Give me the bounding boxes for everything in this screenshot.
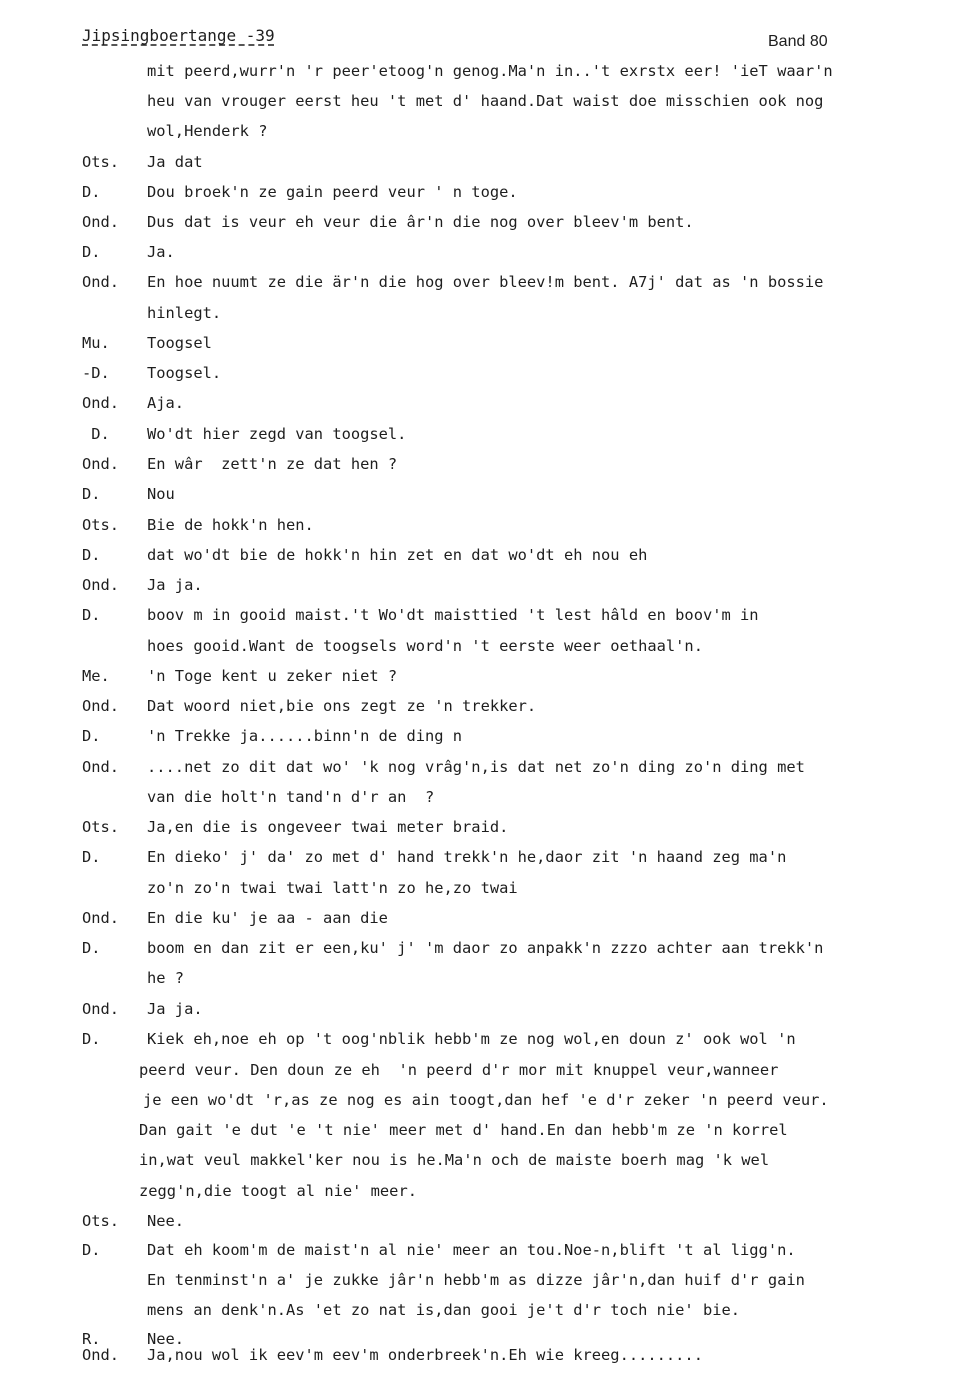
utterance-text: heu van vrouger eerst heu 't met d' haand.Dat waist doe misschien ook nog — [147, 92, 824, 110]
utterance-text: Ja ja. — [147, 1000, 203, 1018]
utterance-text: ....net zo dit dat wo' 'k nog vrâg'n,is dat net zo'n ding zo'n ding met — [147, 758, 805, 776]
transcript-line — [0, 1151, 973, 1181]
utterance-text: En dieko' j' da' zo met d' hand trekk'n he,daor zit 'n haand zeg ma'n — [147, 848, 787, 866]
transcript-line — [0, 485, 973, 515]
speaker-label: Ond. — [82, 1000, 120, 1018]
speaker-label: D. — [82, 727, 101, 745]
utterance-text: van die holt'n tand'n d'r an ? — [147, 788, 435, 806]
utterance-text: hinlegt. — [147, 304, 222, 322]
speaker-label: Ond. — [82, 697, 120, 715]
utterance-text: peerd veur. Den doun ze eh 'n peerd d'r mor mit knuppel veur,wanneer — [139, 1061, 779, 1079]
transcript-line — [0, 213, 973, 243]
transcript-line — [0, 788, 973, 818]
speaker-label: Ots. — [82, 516, 120, 534]
transcript-line — [0, 455, 973, 485]
utterance-text: Nee. — [147, 1212, 185, 1230]
speaker-label: D. — [82, 606, 101, 624]
utterance-text: En wâr zett'n ze dat hen ? — [147, 455, 398, 473]
transcript-line — [0, 1061, 973, 1091]
speaker-label: Ond. — [82, 909, 120, 927]
transcript-line — [0, 667, 973, 697]
transcript-line — [0, 546, 973, 576]
speaker-label: R. — [82, 1330, 101, 1348]
transcript-line — [0, 62, 973, 92]
speaker-label: Ond. — [82, 273, 120, 291]
utterance-text: zegg'n,die toogt al nie' meer. — [139, 1182, 417, 1200]
transcript-line — [0, 122, 973, 152]
speaker-label: D. — [82, 1030, 101, 1048]
transcript-line — [0, 425, 973, 455]
utterance-text: Ja ja. — [147, 576, 203, 594]
utterance-text: En tenminst'n a' je zukke jâr'n hebb'm as dizze jâr'n,dan huif d'r gain — [147, 1271, 805, 1289]
transcript-line — [0, 1000, 973, 1030]
speaker-label: D. — [82, 939, 101, 957]
transcript-line — [0, 848, 973, 878]
utterance-text: Nou — [147, 485, 175, 503]
utterance-text: Kiek eh,noe eh op 't oog'nblik hebb'm ze nog wol,en doun z' ook wol 'n — [147, 1030, 796, 1048]
utterance-text: Wo'dt hier zegd van toogsel. — [147, 425, 407, 443]
speaker-label: Ond. — [82, 213, 120, 231]
utterance-text: 'n Toge kent u zeker niet ? — [147, 667, 398, 685]
utterance-text: Toogsel — [147, 334, 212, 352]
utterance-text: dat wo'dt bie de hokk'n hin zet en dat wo'dt eh nou eh — [147, 546, 648, 564]
utterance-text: he ? — [147, 969, 185, 987]
transcript-line — [0, 1271, 973, 1301]
speaker-label: Ots. — [82, 818, 120, 836]
speaker-label: D. — [82, 546, 101, 564]
transcript-line — [0, 243, 973, 273]
utterance-text: Dus dat is veur eh veur die âr'n die nog over bleev'm bent. — [147, 213, 694, 231]
transcript-line — [0, 364, 973, 394]
speaker-label: Ond. — [82, 576, 120, 594]
transcript-line — [0, 1212, 973, 1242]
utterance-text: Ja,en die is ongeveer twai meter braid. — [147, 818, 509, 836]
utterance-text: Bie de hokk'n hen. — [147, 516, 314, 534]
speaker-label: D. — [82, 485, 101, 503]
utterance-text: mit peerd,wurr'n 'r peer'etoog'n genog.Ma'n in..'t exrstx eer! 'ieT waar'n — [147, 62, 833, 80]
transcript-line — [0, 304, 973, 334]
transcript-line — [0, 394, 973, 424]
utterance-text: Ja dat — [147, 153, 203, 171]
speaker-label: Ots. — [82, 1212, 120, 1230]
speaker-label: D. — [82, 1241, 101, 1259]
speaker-label: D. — [82, 183, 101, 201]
utterance-text: En hoe nuumt ze die är'n die hog over bleev!m bent. A7j' dat as 'n bossie — [147, 273, 824, 291]
transcript-line — [0, 1301, 973, 1331]
utterance-text: je een wo'dt 'r,as ze nog es ain toogt,dan hef 'e d'r zeker 'n peerd veur. — [143, 1091, 829, 1109]
transcript-line — [0, 1182, 973, 1212]
transcript-line — [0, 516, 973, 546]
transcript-line — [0, 939, 973, 969]
utterance-text: 'n Trekke ja......binn'n de ding n — [147, 727, 463, 745]
transcript-line — [0, 697, 973, 727]
utterance-text: Nee. — [147, 1330, 185, 1348]
speaker-label: D. — [82, 848, 101, 866]
utterance-text: Dan gait 'e dut 'e 't nie' meer met d' hand.En dan hebb'm ze 'n korrel — [139, 1121, 788, 1139]
band-number: Band 80 — [768, 33, 828, 50]
document-title: Jipsingboertange -39 — [82, 26, 275, 45]
speaker-label: D. — [82, 243, 101, 261]
utterance-text: boom en dan zit er een,ku' j' 'm daor zo anpakk'n zzzo achter aan trekk'n — [147, 939, 824, 957]
transcript-line — [0, 273, 973, 303]
utterance-text: Dat eh koom'm de maist'n al nie' meer an tou.Noe-n,blift 't al ligg'n. — [147, 1241, 796, 1259]
speaker-label: Mu. — [82, 334, 110, 352]
speaker-label: Me. — [82, 667, 110, 685]
utterance-text: Dat woord niet,bie ons zegt ze 'n trekker. — [147, 697, 537, 715]
speaker-label: Ond. — [82, 394, 120, 412]
utterance-text: Aja. — [147, 394, 185, 412]
speaker-label: Ots. — [82, 153, 120, 171]
transcript-line — [0, 727, 973, 757]
transcript-line — [0, 92, 973, 122]
transcript-line — [0, 1346, 973, 1376]
utterance-text: Ja,nou wol ik eev'm eev'm onderbreek'n.Eh wie kreeg......... — [147, 1346, 703, 1364]
speaker-label: Ond. — [82, 1346, 120, 1364]
transcript-line — [0, 606, 973, 636]
utterance-text: boov m in gooid maist.'t Wo'dt maisttied 't lest hâld en boov'm in — [147, 606, 759, 624]
speaker-label: Ond. — [82, 455, 120, 473]
transcript-line — [0, 334, 973, 364]
utterance-text: hoes gooid.Want de toogsels word'n 't eerste weer oethaal'n. — [147, 637, 703, 655]
speaker-label: -D. — [82, 364, 110, 382]
transcript-line — [0, 183, 973, 213]
transcript-line — [0, 758, 973, 788]
transcript-line — [0, 818, 973, 848]
transcript-line — [0, 1091, 973, 1121]
transcript-line — [0, 1030, 973, 1060]
transcript-line — [0, 637, 973, 667]
utterance-text: Dou broek'n ze gain peerd veur ' n toge. — [147, 183, 518, 201]
transcript-line — [0, 909, 973, 939]
transcript-line — [0, 1241, 973, 1271]
utterance-text: En die ku' je aa - aan die — [147, 909, 388, 927]
utterance-text: in,wat veul makkel'ker nou is he.Ma'n och de maiste boerh mag 'k wel — [139, 1151, 770, 1169]
utterance-text: mens an denk'n.As 'et zo nat is,dan gooi je't d'r toch nie' bie. — [147, 1301, 741, 1319]
transcript-line — [0, 969, 973, 999]
transcript-line — [0, 879, 973, 909]
utterance-text: Toogsel. — [147, 364, 222, 382]
transcript-line — [0, 1121, 973, 1151]
speaker-label: Ond. — [82, 758, 120, 776]
transcript-line — [0, 576, 973, 606]
utterance-text: Ja. — [147, 243, 175, 261]
utterance-text: wol,Henderk ? — [147, 122, 268, 140]
speaker-label: D. — [82, 425, 110, 443]
utterance-text: zo'n zo'n twai twai latt'n zo he,zo twai — [147, 879, 518, 897]
transcript-line — [0, 153, 973, 183]
